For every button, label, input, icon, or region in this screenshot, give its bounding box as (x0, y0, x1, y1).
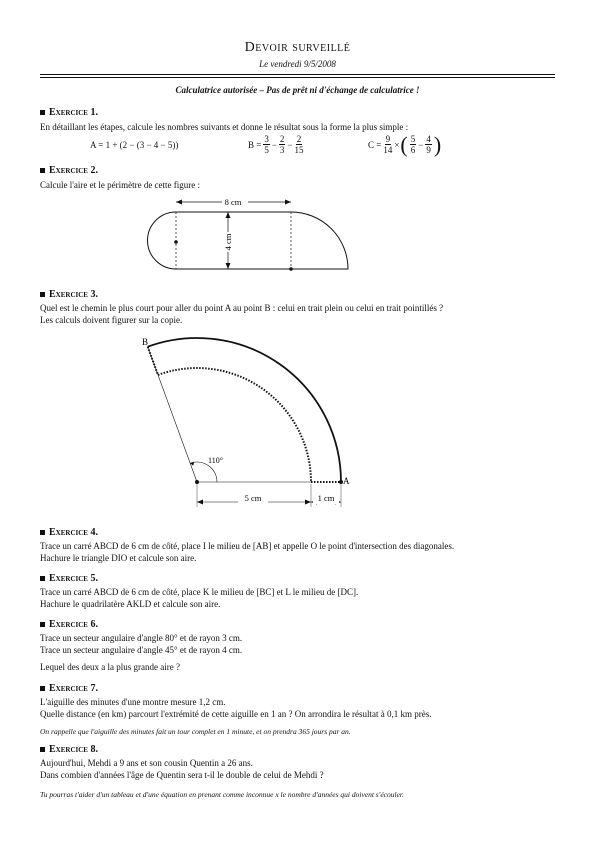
arrow-up-icon (226, 212, 231, 218)
document-subtitle: Calculatrice autorisée – Pas de prêt ni d'échange de calculatrice ! (175, 85, 420, 95)
exercise-5-heading (40, 573, 98, 584)
exercise-7-note: On rappelle que l'aiguille des minutes fait un tour complet en 1 minute, et on prendra 365 jours par an. (40, 727, 351, 736)
exercise-7-line-2: Quelle distance (en km) parcourt l'extrémité de cette aiguille en 1 an ? On arrondira le résultat à 0,1 km près. (40, 709, 432, 719)
exercise-8-line-1: Aujourd'hui, Mehdi a 9 ans et son cousin Quentin a 26 ans. (40, 758, 253, 768)
exercise-7-title: Exercice 7. (49, 683, 98, 694)
band-label: 1 cm (317, 493, 335, 503)
expression-b-lhs: B = (248, 139, 262, 150)
arrow-left-icon (176, 200, 182, 205)
exercise-5-title: Exercice 5. (49, 573, 98, 584)
bullet-square-icon (40, 686, 45, 691)
exercise-6-heading (40, 619, 98, 630)
expression-c-lhs: C = (368, 139, 382, 150)
fraction: $\frac{3}{5}$ (264, 134, 269, 155)
expression-a (90, 140, 178, 150)
arrow-down-icon (226, 263, 231, 269)
bullet-square-icon (40, 110, 45, 115)
document-date: Le vendredi 9/5/2008 (259, 59, 336, 69)
semicircle-center-point (174, 240, 178, 244)
exercise-5-line-1: Trace un carré ABCD de 6 cm de côté, place K le milieu de [BC] et L le milieu de [DC]. (40, 587, 359, 597)
inner-dotted-arc (158, 368, 311, 482)
expression-b: B = $\frac{3}{5}$ − $\frac{2}{3}$ − $\frac{2}{15}$ (248, 134, 304, 155)
bullet-square-icon (40, 168, 45, 173)
document-title: Devoir surveillé (244, 40, 351, 55)
bullet-square-icon (40, 576, 45, 581)
exercise-7-heading (40, 683, 98, 694)
exercise-8-note: Tu pourras t'aider d'un tableau et d'une équation en prenant comme inconnue x le nombre d'années qui doivent s'écouler. (40, 790, 404, 799)
header-rule-bottom (40, 77, 555, 78)
arrow-right-icon (305, 500, 311, 505)
exercise-6-line-2: Trace un secteur angulaire d'angle 45° et de rayon 4 cm. (40, 645, 243, 655)
radius-label: 5 cm (244, 493, 262, 503)
expression-c: C = $\frac{9}{14}$ × ( $\frac{5}{6}$ − $\frac{4}{9}$ ) (368, 131, 442, 157)
fraction: $\frac{9}{14}$ (383, 134, 393, 155)
point-a-label: A (343, 476, 350, 486)
arrow-left-icon (197, 500, 203, 505)
angle-label: 110° (208, 456, 223, 465)
exercise-2-heading (40, 165, 98, 176)
exercise-6-line-1: Trace un secteur angulaire d'angle 80° et de rayon 3 cm. (40, 633, 243, 643)
exercise-3-text-1: Quel est le chemin le plus court pour aller du point A au point B : celui en trait plein ou celui en trait pointillés ? (40, 303, 444, 313)
exercise-3-text-2: Les calculs doivent figurer sur la copie. (40, 315, 183, 325)
bullet-square-icon (40, 747, 45, 752)
exercise-4-heading (40, 527, 98, 538)
radius-to-b (148, 347, 197, 482)
exercise-7-line-1: L'aiguille des minutes d'une montre mesure 1,2 cm. (40, 697, 226, 707)
fraction: $\frac{2}{3}$ (279, 134, 285, 155)
exercise-8-title: Exercice 8. (49, 744, 98, 755)
exercise-8-heading (40, 744, 98, 755)
exercise-3-figure (130, 332, 360, 510)
header-rule-top (40, 74, 555, 75)
exercise-3-title: Exercice 3. (49, 289, 98, 300)
exercise-1-title: Exercice 1. (49, 107, 98, 118)
outer-solid-arc (148, 338, 341, 482)
exercise-4-line-1: Trace un carré ABCD de 6 cm de côté, place I le milieu de [AB] et appelle O le point d'intersection des diagonales. (40, 541, 455, 551)
exercise-2-text: Calcule l'aire et le périmètre de cette figure : (40, 180, 201, 190)
exercise-3-heading (40, 289, 98, 300)
center-point (195, 480, 199, 484)
exercise-6-line-3: Lequel des deux a la plus grande aire ? (40, 662, 180, 672)
exercise-6-title: Exercice 6. (49, 619, 98, 630)
composite-shape (148, 212, 349, 269)
exercise-5-line-2: Hachure le quadrilatère AKLD et calcule son aire. (40, 599, 221, 609)
exercise-8-line-2: Dans combien d'années l'âge de Quentin sera t-il le double de celui de Mehdi ? (40, 770, 324, 780)
expression-a-text: A = 1 + (2 − (3 − 4 − 5)) (90, 140, 179, 150)
exercise-2-figure (140, 192, 355, 277)
width-label: 8 cm (224, 197, 242, 207)
fraction: $\frac{4}{9}$ (426, 134, 431, 155)
angle-arc (190, 462, 217, 482)
close-paren: ) (433, 131, 442, 157)
exercise-1-heading (40, 107, 98, 118)
bullet-square-icon (40, 530, 45, 535)
quarter-circle-center-point (289, 267, 293, 271)
arrow-right-icon (285, 200, 291, 205)
fraction: $\frac{5}{6}$ (410, 134, 416, 155)
exercise-4-line-2: Hachure le triangle DIO et calcule son aire. (40, 553, 197, 563)
open-paren: ( (400, 131, 408, 157)
bullet-square-icon (40, 292, 45, 297)
height-label: 4 cm (223, 233, 233, 251)
exercise-4-title: Exercice 4. (49, 527, 98, 538)
point-b-label: B (142, 337, 149, 347)
bullet-square-icon (40, 622, 45, 627)
fraction: $\frac{2}{15}$ (294, 134, 304, 155)
exercise-1-text: En détaillant les étapes, calcule les nombres suivants et donne le résultat sous la forme la plus simple : (40, 122, 409, 132)
exercise-2-title: Exercice 2. (49, 165, 98, 176)
